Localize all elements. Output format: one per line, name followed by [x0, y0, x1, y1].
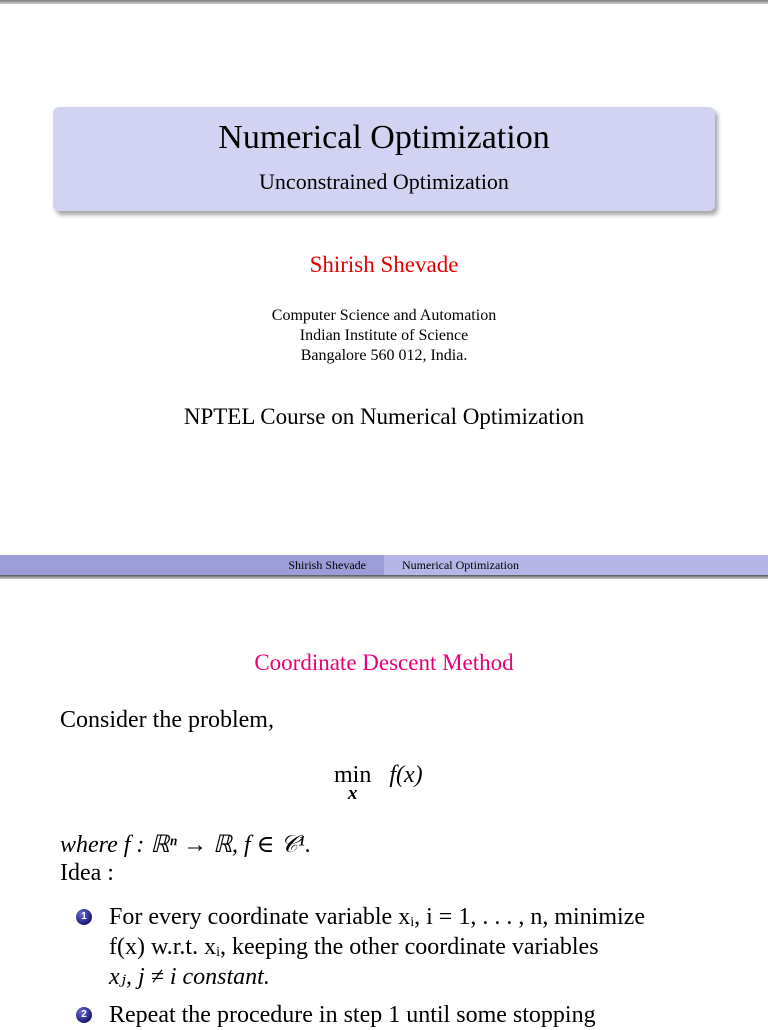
list-item-text — [109, 1000, 729, 1030]
footer-title: Numerical Optimization — [402, 558, 519, 572]
list-item-line: f(x) w.r.t. xᵢ, keeping the other coordinate variables — [109, 934, 599, 960]
frame-title: Coordinate Descent Method — [254, 650, 514, 675]
affiliation-line: Bangalore 560 012, India. — [300, 347, 468, 364]
footer-author: Shirish Shevade — [0, 555, 384, 575]
footer-bar — [0, 555, 768, 575]
intro-text: Consider the problem, — [60, 707, 274, 733]
min-operator: min — [334, 762, 372, 788]
affiliation-line: Indian Institute of Science — [299, 327, 469, 344]
slide-subtitle: Unconstrained Optimization — [259, 169, 509, 194]
author-name: Shirish Shevade — [309, 252, 459, 277]
numbered-bullet-icon: 1 — [76, 909, 92, 925]
idea-label: Idea : — [60, 860, 114, 886]
optimization-formula — [334, 762, 423, 804]
list-item-line: For every coordinate variable xᵢ, i = 1, . . . , n, minimize — [109, 904, 645, 930]
slide-separator — [0, 575, 768, 579]
list-item-line: xⱼ, j ≠ i constant. — [109, 964, 270, 990]
list-item-text — [109, 902, 729, 992]
min-variable: x — [347, 783, 358, 804]
list-item-line: Repeat the procedure in step 1 until some stopping — [109, 1002, 596, 1028]
objective-function: f(x) — [389, 762, 423, 788]
content-slide — [0, 580, 768, 1028]
title-box — [53, 107, 715, 211]
title-slide — [0, 4, 768, 578]
affiliation — [0, 306, 768, 366]
where-clause: where f : ℝⁿ → ℝ, f ∈ 𝒞¹. — [60, 832, 312, 858]
slide-title: Numerical Optimization — [218, 119, 550, 156]
numbered-bullet-icon: 2 — [76, 1007, 92, 1023]
course-name: NPTEL Course on Numerical Optimization — [183, 404, 585, 429]
affiliation-line: Computer Science and Automation — [271, 307, 497, 324]
